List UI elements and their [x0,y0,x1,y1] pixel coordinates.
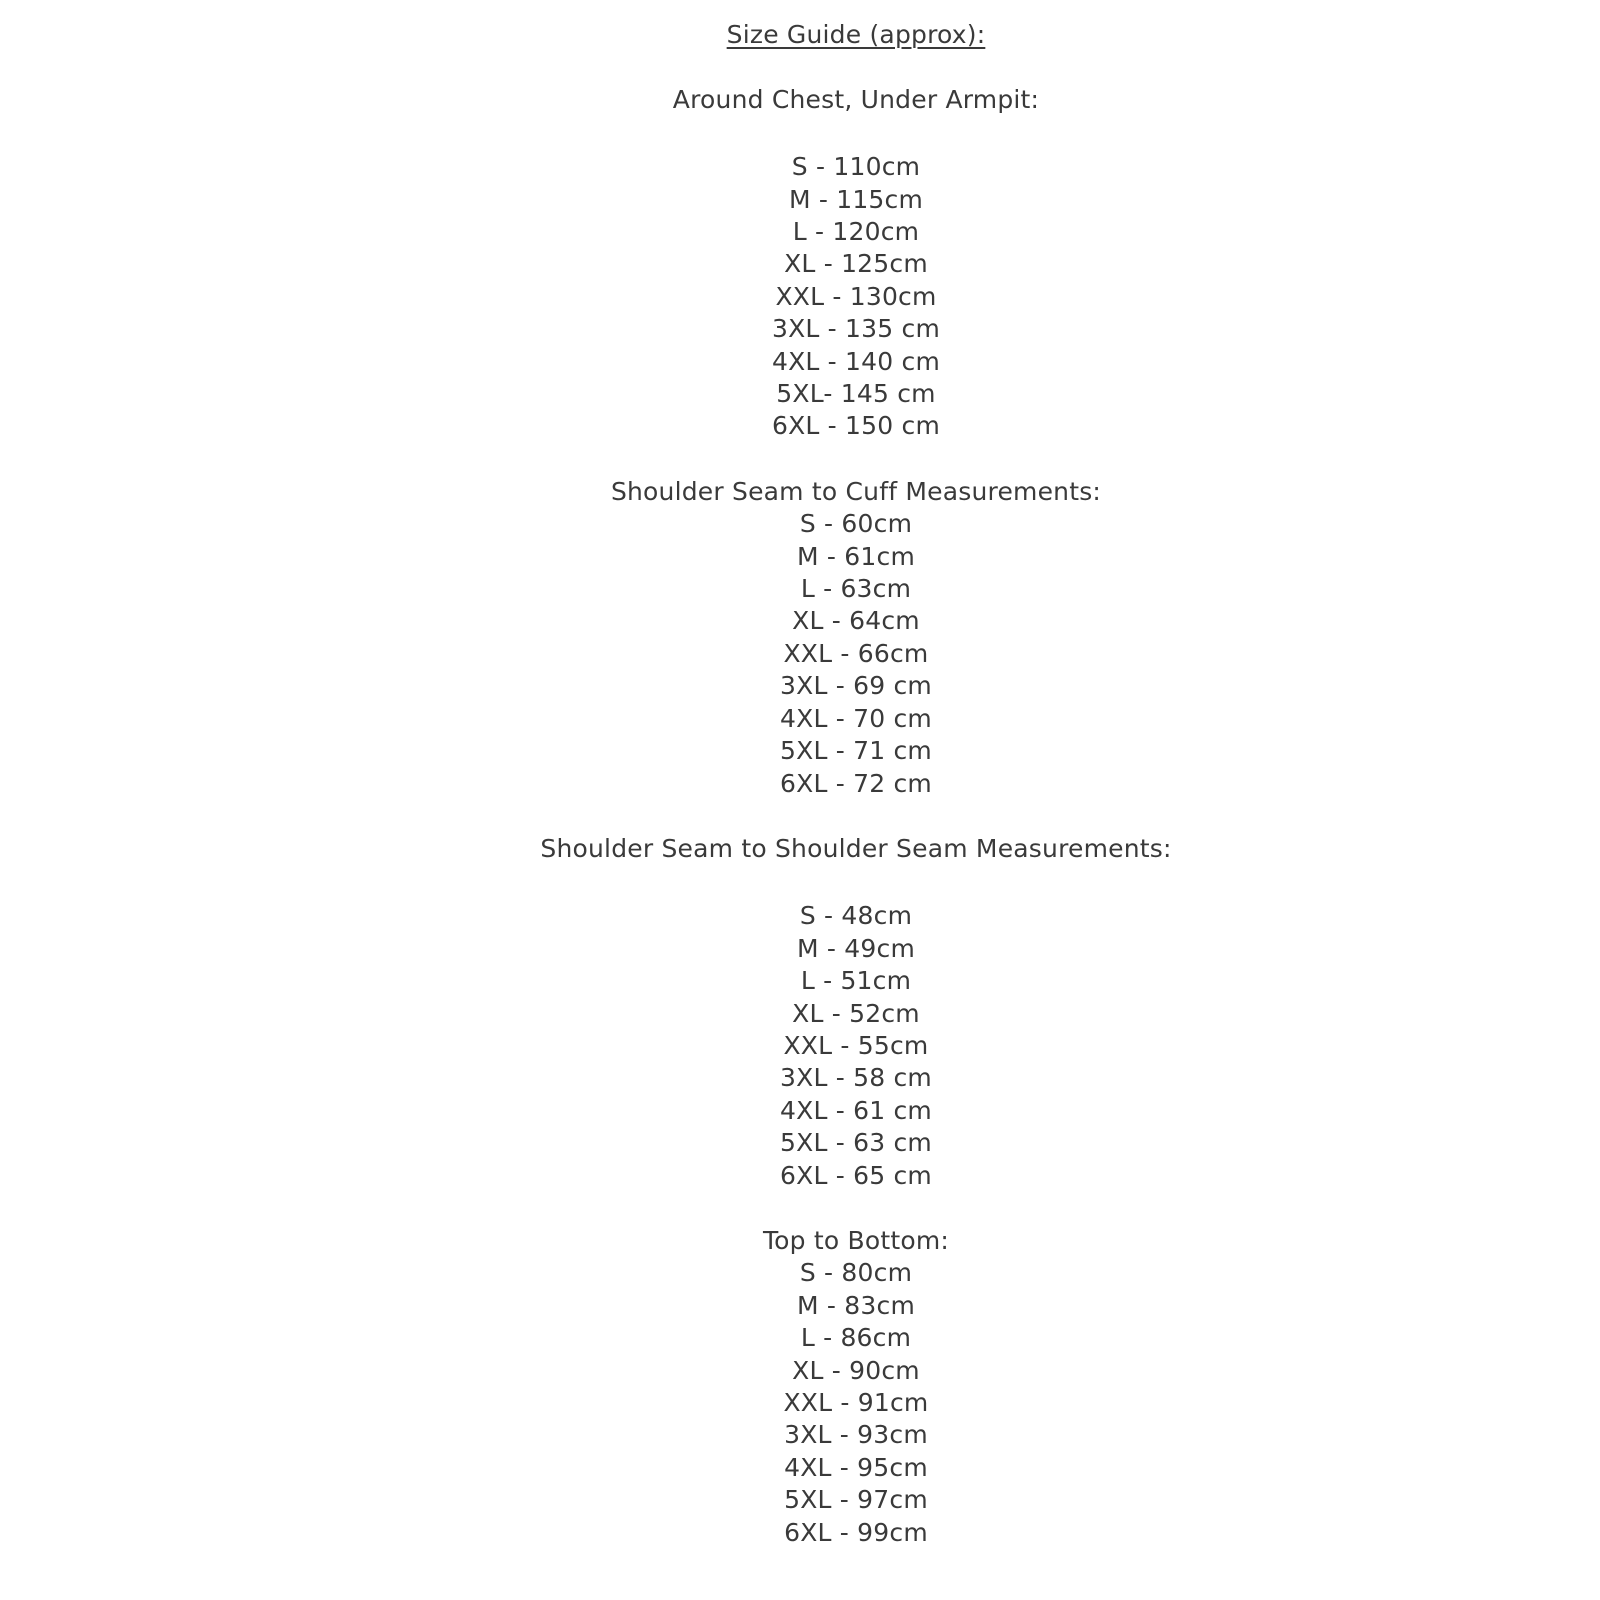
blank-line [112,865,1600,900]
section-heading: Shoulder Seam to Shoulder Seam Measurements: [540,833,1172,863]
size-row: L - 86cm [800,1323,912,1353]
size-row: 5XL - 97cm [784,1485,928,1515]
size-row: 5XL - 63 cm [780,1128,932,1158]
size-row: L - 51cm [800,966,912,996]
blank-line [112,1192,1600,1225]
size-row: M - 115cm [788,184,924,214]
size-row: S - 110cm [791,152,921,182]
size-row: 6XL - 65 cm [780,1160,932,1190]
blank-line [112,116,1600,151]
size-row: M - 61cm [797,541,915,571]
section-heading: Shoulder Seam to Cuff Measurements: [610,476,1102,506]
size-row: S - 80cm [799,1258,913,1288]
size-row: 3XL - 69 cm [780,671,932,701]
section-heading: Top to Bottom: [762,1225,950,1255]
size-row: S - 48cm [799,901,913,931]
size-row: 4XL - 61 cm [780,1095,932,1125]
size-row: 3XL - 58 cm [780,1063,932,1093]
size-row: 4XL - 70 cm [780,703,932,733]
size-row: M - 49cm [797,933,915,963]
size-row: 4XL - 140 cm [771,346,941,376]
size-row: 5XL- 145 cm [776,379,936,409]
size-guide-sections [112,84,1600,1549]
size-row: 3XL - 93cm [784,1420,928,1450]
size-row: 6XL - 150 cm [771,411,941,441]
size-row: L - 120cm [792,217,920,247]
blank-line [112,443,1600,476]
size-row: XL - 64cm [792,606,920,636]
section-heading: Around Chest, Under Armpit: [672,84,1040,114]
size-row: S - 60cm [799,509,913,539]
size-row: 4XL - 95cm [784,1452,928,1482]
size-row: XXL - 66cm [783,638,929,668]
size-row: L - 63cm [800,574,912,604]
size-row: XL - 90cm [792,1355,920,1385]
size-row: XXL - 130cm [775,281,937,311]
size-row: XXL - 55cm [783,1030,929,1060]
size-row: M - 83cm [797,1290,915,1320]
size-row: 6XL - 99cm [784,1517,928,1547]
size-row: XXL - 91cm [783,1388,929,1418]
blank-line [112,51,1600,83]
size-row: 5XL - 71 cm [780,736,932,766]
size-row: XL - 125cm [784,249,928,279]
size-row: 3XL - 135 cm [771,314,941,344]
size-row: XL - 52cm [792,998,920,1028]
blank-line [112,800,1600,833]
size-guide-title: Size Guide (approx): [726,20,986,49]
size-row: 6XL - 72 cm [780,768,932,798]
